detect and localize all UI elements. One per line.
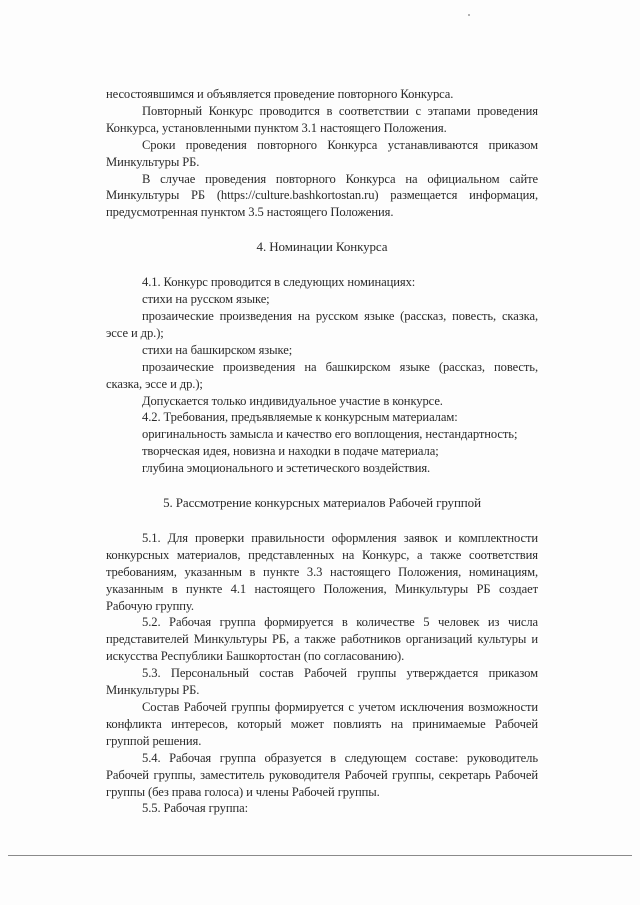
paragraph-repeat-contest: Повторный Конкурс проводится в соответствии с этапами проведения Конкурса, установленными пунктом 3.1 настоящего Положения. — [106, 103, 538, 135]
requirement-item: оригинальность замысла и качество его воплощения, нестандартность; — [142, 427, 518, 442]
paragraph-group-composition: Состав Рабочей группы формируется с учетом исключения возможности конфликта интересов, который может повлиять на принимаемые Рабочей группой решения. — [106, 700, 538, 748]
document-body — [106, 86, 538, 817]
section-heading-4: 4. Номинации Конкурса — [256, 239, 388, 255]
nomination-item: стихи на башкирском языке; — [142, 342, 293, 357]
paragraph-5-2: 5.2. Рабочая группа формируется в количестве 5 человек из числа представителей Минкультуры РБ, а также работников организаций культуры и искусства Республики Башкортостан (по согласованию). — [106, 615, 538, 664]
nomination-item: прозаические произведения на башкирском языке (рассказ, повесть, сказка, эссе и др.); — [106, 359, 538, 391]
paragraph-4-2: 4.2. Требования, предъявляемые к конкурсным материалам: — [142, 410, 458, 425]
nomination-item: стихи на русском языке; — [142, 292, 270, 307]
requirement-item: глубина эмоционального и эстетического воздействия. — [142, 461, 431, 476]
nomination-item: прозаические произведения на русском языке (рассказ, повесть, сказка, эссе и др.); — [106, 308, 538, 340]
paragraph-5-1: 5.1. Для проверки правильности оформления заявок и комплектности конкурсных материалов, представленных на Конкурс, а также соответствия требованиям, указанным в пункте 3.3 настоящего Положения, номинациям, указанным в пункте 4.1 настоящего Положения, Минкультуры РБ создает Рабочую группу. — [106, 530, 538, 613]
paragraph-repeat-dates: Сроки проведения повторного Конкурса устанавливаются приказом Минкультуры РБ. — [106, 137, 538, 169]
paragraph-individual-participation: Допускается только индивидуальное участие в конкурсе. — [142, 393, 443, 408]
section-heading-5: 5. Рассмотрение конкурсных материалов Рабочей группой — [163, 495, 481, 511]
paragraph-continuation: несостоявшимся и объявляется проведение повторного Конкурса. — [106, 87, 454, 101]
paragraph-5-4: 5.4. Рабочая группа образуется в следующем составе: руководитель Рабочей группы, заместитель руководителя Рабочей группы, секретарь Рабочей группы (без права голоса) и члены Рабочей группы. — [106, 750, 538, 799]
paragraph-4-1: 4.1. Конкурс проводится в следующих номинациях: — [142, 275, 416, 290]
requirement-item: творческая идея, новизна и находки в подаче материала; — [142, 444, 439, 459]
paragraph-official-site: В случае проведения повторного Конкурса на официальном сайте Минкультуры РБ (https://culture.bashkortostan.ru) размещается информация, предусмотренная пунктом 3.5 настоящего Положения. — [106, 171, 538, 220]
footer-rule — [8, 855, 632, 856]
scan-speck — [468, 14, 470, 16]
paragraph-5-3: 5.3. Персональный состав Рабочей группы утверждается приказом Минкультуры РБ. — [106, 666, 538, 698]
paragraph-5-5: 5.5. Рабочая группа: — [142, 801, 249, 816]
